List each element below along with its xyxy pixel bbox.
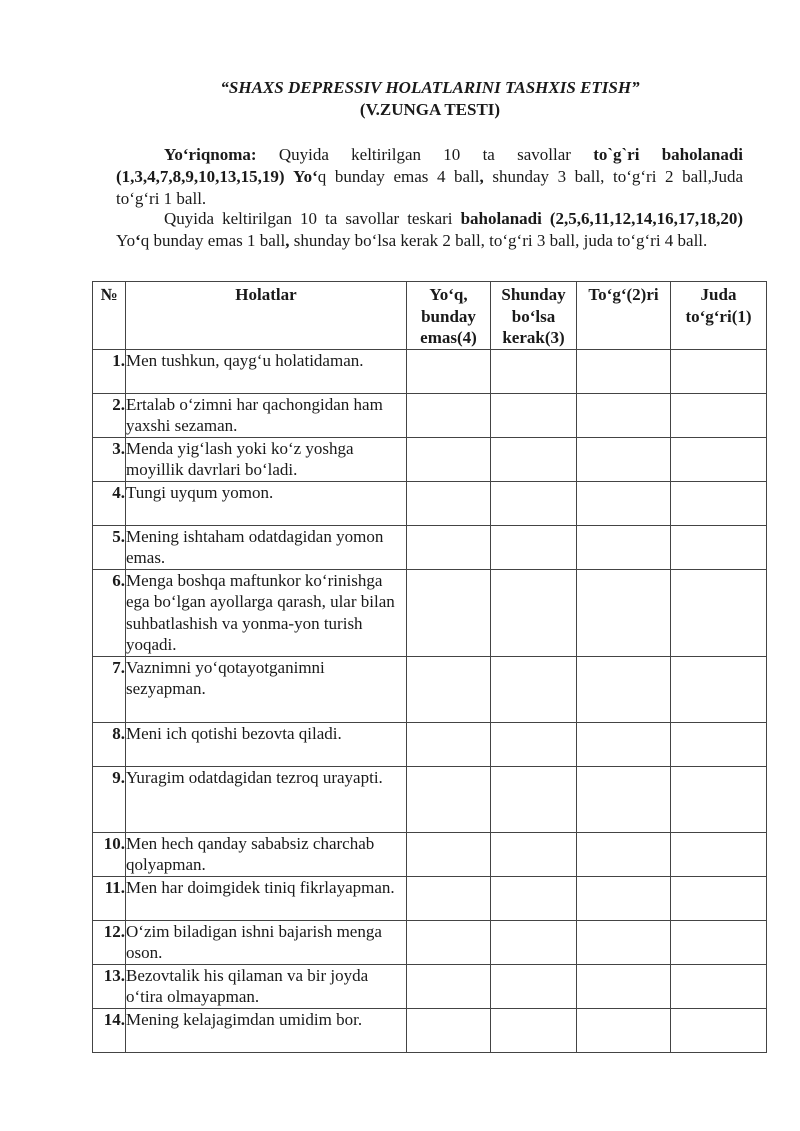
row-number: 6. — [93, 569, 126, 656]
document-subtitle: (V.ZUNGA TESTI) — [359, 100, 501, 119]
answer-cell-very-true[interactable] — [671, 832, 767, 876]
row-number: 1. — [93, 349, 126, 393]
answer-cell-maybe[interactable] — [491, 876, 577, 920]
instruction-bold: ‘ — [135, 231, 141, 250]
answer-cell-maybe[interactable] — [491, 656, 577, 722]
answer-cell-very-true[interactable] — [671, 656, 767, 722]
answer-cell-no[interactable] — [407, 656, 491, 722]
answer-cell-maybe[interactable] — [491, 964, 577, 1008]
header-answer-true: To‘g‘(2)ri — [577, 282, 671, 350]
answer-cell-no[interactable] — [407, 1008, 491, 1052]
instruction-paragraph-2 — [116, 208, 743, 252]
answer-cell-true[interactable] — [577, 349, 671, 393]
answer-cell-true[interactable] — [577, 766, 671, 832]
answer-cell-very-true[interactable] — [671, 766, 767, 832]
answer-cell-no[interactable] — [407, 525, 491, 569]
table-row — [93, 1008, 767, 1052]
answer-cell-very-true[interactable] — [671, 920, 767, 964]
answer-cell-no[interactable] — [407, 964, 491, 1008]
answer-cell-maybe[interactable] — [491, 481, 577, 525]
table-row — [93, 525, 767, 569]
instruction-text: shunday 3 ball, to‘g‘ri 2 ball,Juda to‘g‘ri 1 ball. — [116, 167, 744, 208]
answer-cell-no[interactable] — [407, 393, 491, 437]
instruction-text: shunday bo‘lsa kerak 2 ball, to‘g‘ri 3 ball, juda to‘g‘ri 4 ball. — [289, 231, 708, 250]
answer-cell-maybe[interactable] — [491, 766, 577, 832]
header-number: № — [93, 282, 126, 350]
instruction-bold: , — [479, 167, 484, 186]
row-statement: Meni ich qotishi bezovta qiladi. — [126, 722, 407, 766]
answer-cell-no[interactable] — [407, 349, 491, 393]
table-row — [93, 656, 767, 722]
row-statement: O‘zim biladigan ishni bajarish menga oson. — [126, 920, 407, 964]
table-row — [93, 569, 767, 656]
table-row — [93, 393, 767, 437]
answer-cell-true[interactable] — [577, 964, 671, 1008]
row-statement: Mening kelajagimdan umidim bor. — [126, 1008, 407, 1052]
answer-cell-very-true[interactable] — [671, 1008, 767, 1052]
answer-cell-very-true[interactable] — [671, 349, 767, 393]
table-row — [93, 832, 767, 876]
answer-cell-maybe[interactable] — [491, 569, 577, 656]
row-statement: Menda yig‘lash yoki ko‘z yoshga moyillik davrlari bo‘ladi. — [126, 437, 407, 481]
instruction-text: Quyida keltirilgan 10 ta savollar teskari — [164, 209, 461, 228]
row-statement: Men hech qanday sababsiz charchab qolyapman. — [126, 832, 407, 876]
answer-cell-true[interactable] — [577, 722, 671, 766]
table-row — [93, 920, 767, 964]
answer-cell-true[interactable] — [577, 393, 671, 437]
row-statement: Ertalab o‘zimni har qachongidan ham yaxshi sezaman. — [126, 393, 407, 437]
row-number: 3. — [93, 437, 126, 481]
table-row — [93, 349, 767, 393]
instruction-bold: baholanadi (2,5,6,11,12,14,16,17,18,20) — [460, 209, 744, 228]
table-row — [93, 481, 767, 525]
row-statement: Men tushkun, qayg‘u holatidaman. — [126, 349, 407, 393]
row-statement: Men har doimgidek tiniq fikrlayapman. — [126, 876, 407, 920]
instruction-paragraph-1 — [116, 144, 743, 210]
answer-cell-maybe[interactable] — [491, 349, 577, 393]
table-row — [93, 722, 767, 766]
answer-cell-true[interactable] — [577, 920, 671, 964]
row-number: 12. — [93, 920, 126, 964]
header-statement: Holatlar — [126, 282, 407, 350]
answer-cell-very-true[interactable] — [671, 964, 767, 1008]
document-title: “SHAXS DEPRESSIV HOLATLARINI TASHXIS ETISH” — [220, 78, 640, 97]
header-answer-maybe: Shunday bo‘lsa kerak(3) — [491, 282, 577, 350]
answer-cell-no[interactable] — [407, 832, 491, 876]
table-row — [93, 876, 767, 920]
answer-cell-true[interactable] — [577, 876, 671, 920]
row-number: 4. — [93, 481, 126, 525]
instruction-text: Quyida keltirilgan 10 ta savollar — [256, 145, 594, 164]
row-statement: Vaznimni yo‘qotayotganimni sezyapman. — [126, 656, 407, 722]
row-number: 5. — [93, 525, 126, 569]
table-row — [93, 437, 767, 481]
answer-cell-very-true[interactable] — [671, 876, 767, 920]
answer-cell-true[interactable] — [577, 656, 671, 722]
instruction-text: q bunday emas 4 ball — [317, 167, 480, 186]
answer-cell-true[interactable] — [577, 1008, 671, 1052]
answer-cell-no[interactable] — [407, 722, 491, 766]
answer-cell-true[interactable] — [577, 481, 671, 525]
instruction-text: Yo — [116, 231, 136, 250]
row-number: 9. — [93, 766, 126, 832]
row-statement: Menga boshqa maftunkor ko‘rinishga ega bo‘lgan ayollarga qarash, ular bilan suhbatlashish va yonma-yon turish yoqadi. — [126, 569, 407, 656]
row-number: 2. — [93, 393, 126, 437]
answer-cell-maybe[interactable] — [491, 525, 577, 569]
table-row — [93, 964, 767, 1008]
answer-cell-maybe[interactable] — [491, 393, 577, 437]
answer-cell-maybe[interactable] — [491, 722, 577, 766]
answer-cell-no[interactable] — [407, 481, 491, 525]
answer-cell-true[interactable] — [577, 569, 671, 656]
answer-cell-no[interactable] — [407, 920, 491, 964]
instruction-text — [285, 167, 294, 186]
instruction-bold: Yo‘ — [293, 167, 318, 186]
header-answer-very-true: Juda to‘g‘ri(1) — [671, 282, 767, 350]
answer-cell-very-true[interactable] — [671, 437, 767, 481]
row-number: 11. — [93, 876, 126, 920]
row-statement: Mening ishtaham odatdagidan yomon emas. — [126, 525, 407, 569]
answer-cell-maybe[interactable] — [491, 1008, 577, 1052]
questionnaire-table — [92, 281, 767, 1053]
row-statement: Tungi uyqum yomon. — [126, 481, 407, 525]
row-number: 10. — [93, 832, 126, 876]
answer-cell-very-true[interactable] — [671, 569, 767, 656]
instruction-bold: to`g`ri baholanadi (1,3,4,7,8,9,10,13,15,19) — [116, 145, 743, 186]
header-answer-no: Yo‘q, bunday emas(4) — [407, 282, 491, 350]
answer-cell-very-true[interactable] — [671, 481, 767, 525]
instruction-text: q bunday emas 1 ball — [140, 231, 286, 250]
answer-cell-true[interactable] — [577, 437, 671, 481]
answer-cell-maybe[interactable] — [491, 920, 577, 964]
table-header-row — [93, 282, 767, 350]
instruction-bold: , — [285, 231, 290, 250]
answer-cell-no[interactable] — [407, 876, 491, 920]
instruction-label: Yo‘riqnoma: — [164, 145, 257, 164]
answer-cell-maybe[interactable] — [491, 832, 577, 876]
row-number: 8. — [93, 722, 126, 766]
answer-cell-no[interactable] — [407, 766, 491, 832]
answer-cell-very-true[interactable] — [671, 722, 767, 766]
row-number: 7. — [93, 656, 126, 722]
answer-cell-true[interactable] — [577, 525, 671, 569]
answer-cell-very-true[interactable] — [671, 525, 767, 569]
row-statement: Yuragim odatdagidan tezroq urayapti. — [126, 766, 407, 832]
answer-cell-maybe[interactable] — [491, 437, 577, 481]
row-statement: Bezovtalik his qilaman va bir joyda o‘tira olmayapman. — [126, 964, 407, 1008]
answer-cell-no[interactable] — [407, 569, 491, 656]
row-number: 13. — [93, 964, 126, 1008]
row-number: 14. — [93, 1008, 126, 1052]
answer-cell-true[interactable] — [577, 832, 671, 876]
table-row — [93, 766, 767, 832]
answer-cell-very-true[interactable] — [671, 393, 767, 437]
answer-cell-no[interactable] — [407, 437, 491, 481]
